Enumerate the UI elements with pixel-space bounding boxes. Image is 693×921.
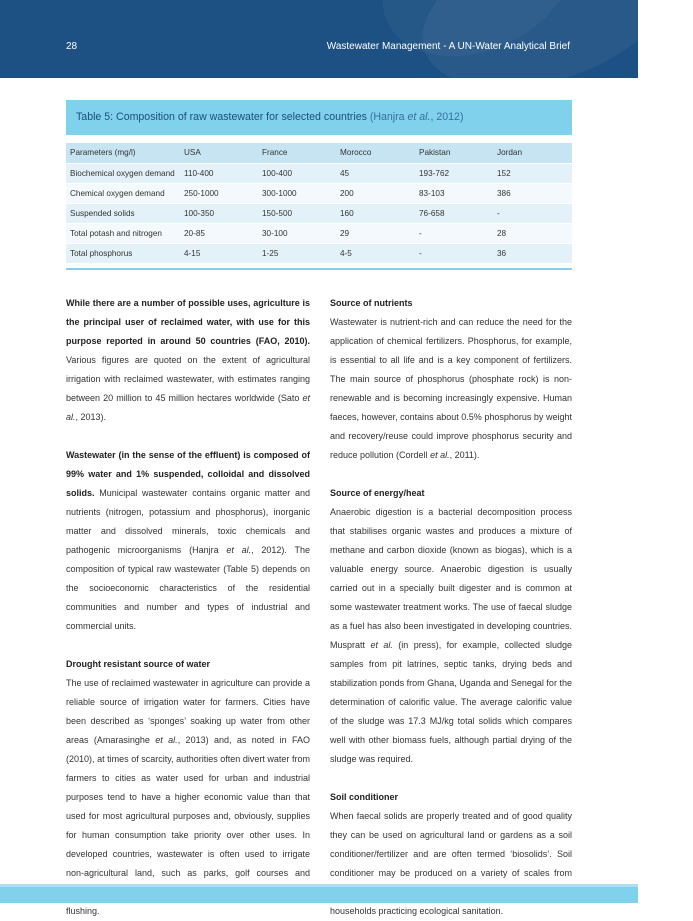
- table-cell: 36: [493, 243, 572, 263]
- table-cell: Biochemical oxygen demand: [66, 163, 180, 183]
- paragraph: When faecal solids are properly treated and of good quality they can be used on agricultural land or gardens as a soil conditioner/fertilizer and are often termed ‘biosolids’. Soil conditioner may be produced on a variety of scales from households practicing ecological sanitation.: [330, 811, 572, 916]
- table-header-cell: Morocco: [340, 148, 372, 158]
- table-cell: 28: [493, 223, 572, 243]
- table-row: [66, 203, 572, 223]
- table-cell: 4-5: [336, 243, 415, 263]
- wastewater-composition-table: [66, 143, 572, 263]
- section-heading: Source of energy/heat: [330, 488, 425, 498]
- table-cell: 1-25: [258, 243, 336, 263]
- table-header-cell: USA: [184, 148, 201, 158]
- table-header-row: [66, 143, 572, 163]
- table-title: Table 5: Composition of raw wastewater for selected countries (Hanjra et al., 2012): [76, 111, 464, 123]
- table-cell: 76-658: [415, 203, 493, 223]
- left-column: [66, 294, 310, 921]
- page-number: 28: [66, 41, 78, 52]
- table-header-cell: France: [262, 148, 288, 158]
- paragraph: While there are a number of possible uses, agriculture is the principal user of reclaimed water, with use for this purpose reported in around 50 countries (FAO, 2010). Various figures are quoted on the extent of agricultural irrigation with reclaimed wastewater, with estimates ranging between 20 million to 45 million hectares worldwide (Sato et al., 2013).: [66, 298, 310, 422]
- table-cell: Chemical oxygen demand: [66, 183, 180, 203]
- table-header-cell: Jordan: [497, 148, 523, 158]
- running-title: Wastewater Management - A UN-Water Analytical Brief: [326, 41, 570, 52]
- section-heading: Soil conditioner: [330, 792, 399, 802]
- table-bottom-rule: [66, 268, 572, 270]
- header-band: [0, 0, 638, 78]
- table-row: [66, 183, 572, 203]
- table-cell: 160: [336, 203, 415, 223]
- table-cell: 110-400: [180, 163, 258, 183]
- table-cell: 193-762: [415, 163, 493, 183]
- table-cell: 100-400: [258, 163, 336, 183]
- table-cell: Suspended solids: [66, 203, 180, 223]
- section-heading: Source of nutrients: [330, 298, 413, 308]
- table-cell: 30-100: [258, 223, 336, 243]
- table-title-bar: [66, 100, 572, 135]
- table-cell: 100-350: [180, 203, 258, 223]
- right-column: [330, 294, 572, 921]
- table-header-cell: Parameters (mg/l): [70, 148, 136, 158]
- table-cell: -: [415, 223, 493, 243]
- table-cell: Total potash and nitrogen: [66, 223, 180, 243]
- table-row: [66, 163, 572, 183]
- table-cell: 83-103: [415, 183, 493, 203]
- section-heading: Drought resistant source of water: [66, 659, 211, 669]
- table-cell: 45: [336, 163, 415, 183]
- table-cell: 300-1000: [258, 183, 336, 203]
- table-cell: 29: [336, 223, 415, 243]
- table-cell: 386: [493, 183, 572, 203]
- table-row: [66, 243, 572, 263]
- table-cell: -: [415, 243, 493, 263]
- table-row: [66, 223, 572, 243]
- table-cell: 152: [493, 163, 572, 183]
- paragraph: The use of reclaimed wastewater in agriculture can provide a reliable source of irrigation water for farmers. Cities have been described as ‘sponges’ soaking up water from other areas (Amarasinghe et al., 2013) and, as noted in FAO (2010), at times of scarcity, authorities often divert water from farmers to cities as water used for urban and industrial purposes tend to have a higher economic value than that used for most agricultural purposes and, obviously, supplies for human consumption take priority over other uses. In developed countries, wastewater is often used to irrigate non-agricultural land, such as parks, golf courses and flushing.: [66, 678, 311, 916]
- table-cell: 200: [336, 183, 415, 203]
- paragraph: Anaerobic digestion is a bacterial decomposition process that stabilises organic wastes and produces a mixture of methane and carbon dioxide (known as biogas), which is a valuable energy source. Anaerobic digestion is usually carried out in a specially built digester and is common at some wastewater treatment works. The use of faecal sludge as a fuel has also been investigated in developing countries. Muspratt et al. (in press), for example, collected sludge samples from pit latrines, septic tanks, drying beds and stabilization ponds from Ghana, Uganda and Senegal for the determination of calorific value. The average calorific value of the sludge was 17.3 MJ/kg total solids which compares well with other biomass fuels, although partial drying of the sludge was required.: [330, 507, 572, 764]
- table-cell: 250-1000: [180, 183, 258, 203]
- table-header-cell: Pakistan: [419, 148, 451, 158]
- lead-sentence: While there are a number of possible uses, agriculture is the principal user of reclaimed water, with use for this purpose reported in around 50 countries (FAO, 2010).: [66, 298, 310, 346]
- footer-decoration: [0, 884, 638, 887]
- paragraph: Wastewater (in the sense of the effluent) is composed of 99% water and 1% suspended, colloidal and dissolved solids. Municipal wastewater contains organic matter and nutrients (nitrogen, potassium and phosphorus), inorganic matter and dissolved minerals, toxic chemicals and pathogenic microorganisms (Hanjra et al., 2012). The composition of typical raw wastewater (Table 5) depends on the socioeconomic characteristics of the residential communities and number and types of industrial and commercial units.: [66, 450, 311, 631]
- table-cell: Total phosphorus: [66, 243, 180, 263]
- table-cell: 4-15: [180, 243, 258, 263]
- lead-sentence: Wastewater (in the sense of the effluent) is composed of 99% water and 1% suspended, colloidal and dissolved solids.: [66, 450, 310, 498]
- paragraph: Wastewater is nutrient-rich and can reduce the need for the application of chemical fertilizers. Phosphorus, for example, is essential to all life and is a key component of fertilizers. The main source of phosphorus (phosphate rock) is non-renewable and is becoming increasingly expensive. Human faeces, however, contains about 0.5% phosphorus by weight and recovery/reuse could improve phosphorus security and reduce pollution (Cordell et al., 2011).: [330, 317, 572, 460]
- table-cell: 20-85: [180, 223, 258, 243]
- footer-band: [0, 884, 638, 903]
- table-cell: 150-500: [258, 203, 336, 223]
- table-cell: -: [493, 203, 572, 223]
